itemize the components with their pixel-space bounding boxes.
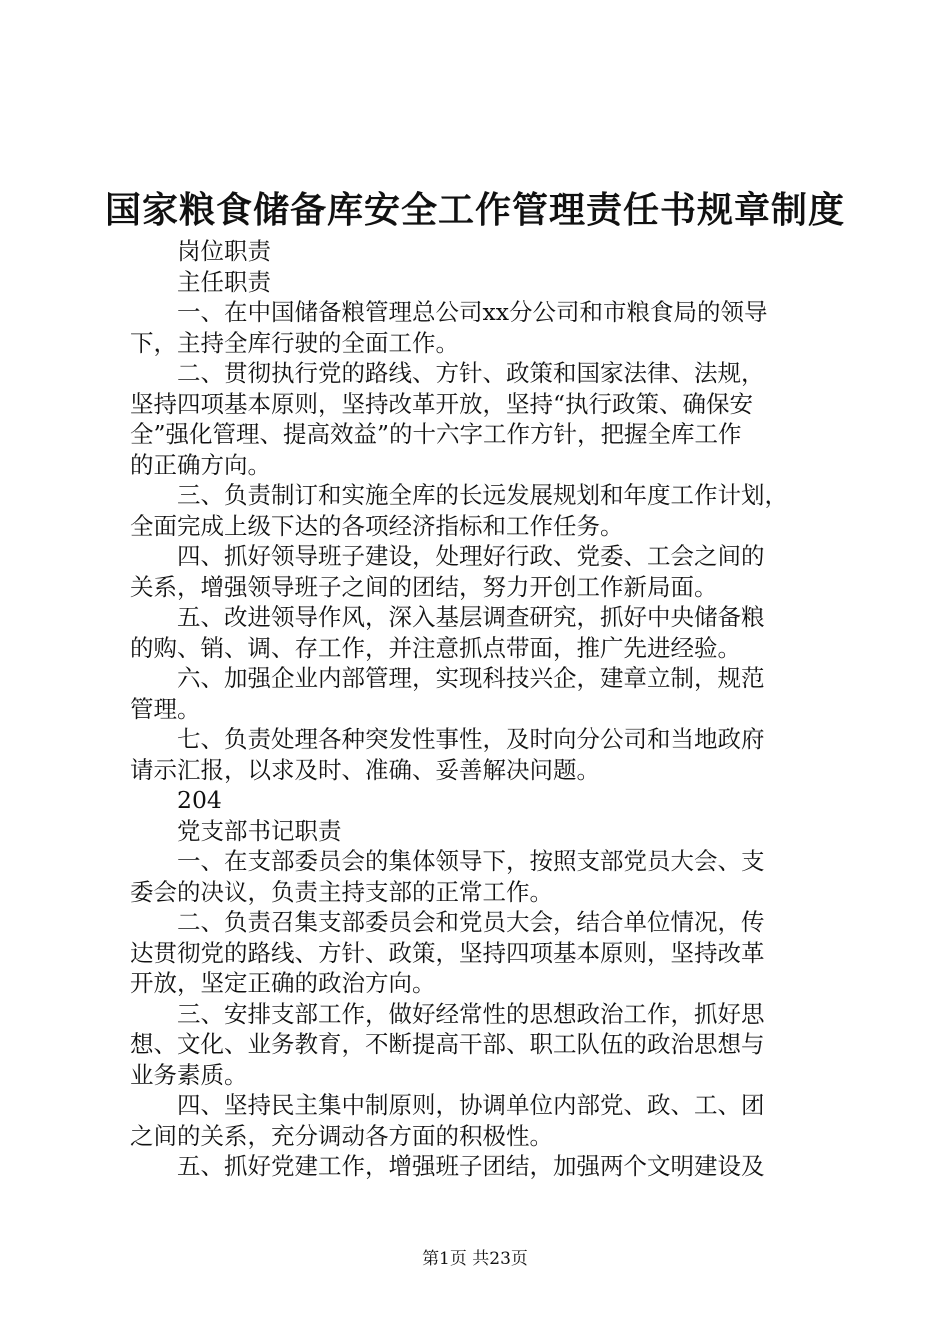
paragraph-line: 二、贯彻执行党的路线、方针、政策和国家法律、法规， [177,359,765,387]
paragraph-line: 开放，坚定正确的政治方向。 [130,969,436,997]
paragraph-line: 坚持四项基本原则，坚持改革开放，坚持“执行政策、确保安 [130,389,754,418]
paragraph-line: 二、负责召集支部委员会和党员大会，结合单位情况，传 [177,908,765,936]
paragraph-line: 业务素质。 [130,1060,248,1089]
paragraph [130,1090,830,1151]
paragraph-line: 岗位职责 [177,237,271,265]
paragraph [130,816,830,847]
paragraph-line: 全”强化管理、提高效益”的十六字工作方针，把握全库工作 [130,420,742,448]
paragraph-line: 关系，增强领导班子之间的团结，努力开创工作新局面。 [130,572,718,601]
paragraph [130,999,830,1091]
paragraph-line: 的购、销、调、存工作，并注意抓点带面，推广先进经验。 [130,633,741,662]
paragraph [130,907,830,999]
paragraph-line: 委会的决议，负责主持支部的正常工作。 [130,877,553,906]
page-footer: 第1页 共23页 [422,1249,528,1269]
paragraph-line: 主任职责 [177,267,271,296]
paragraph-line: 下，主持全库行驶的全面工作。 [130,328,459,357]
paragraph-line: 党支部书记职责 [177,816,342,845]
paragraph-line: 之间的关系，充分调动各方面的积极性。 [130,1121,553,1150]
paragraph-line: 全面完成上级下达的各项经济指标和工作任务。 [130,511,624,540]
paragraph-line: 四、抓好领导班子建设，处理好行政、党委、工会之间的 [177,542,765,570]
paragraph-line: 一、在中国储备粮管理总公司xx分公司和市粮食局的领导 [177,298,768,326]
paragraph-line: 的正确方向。 [130,450,271,479]
paragraph-line: 达贯彻党的路线、方针、政策，坚持四项基本原则，坚持改革 [130,938,765,967]
paragraph-line: 五、改进领导作风，深入基层调查研究，抓好中央储备粮 [177,603,765,631]
paragraph-line: 请示汇报，以求及时、准确、妥善解决问题。 [130,755,600,784]
paragraph [130,480,830,541]
paragraph [130,663,830,724]
paragraph [130,724,830,785]
paragraph-line: 三、安排支部工作，做好经常性的思想政治工作，抓好思 [177,999,765,1028]
paragraph-line: 204 [177,786,222,814]
paragraph [130,236,830,267]
paragraph-line: 想、文化、业务教育，不断提高干部、职工队伍的政治思想与 [130,1030,765,1058]
document-title: 国家粮食储备库安全工作管理责任书规章制度 [104,190,845,231]
paragraph-line: 六、加强企业内部管理，实现科技兴企，建章立制，规范 [177,664,765,692]
paragraph-line: 三、负责制订和实施全库的长远发展规划和年度工作计划， [177,481,788,509]
paragraph [130,602,830,663]
paragraph [130,1151,830,1182]
paragraph [130,785,830,816]
paragraph-line: 七、负责处理各种突发性事性，及时向分公司和当地政府 [177,725,765,753]
document-body [130,236,830,1182]
paragraph [130,541,830,602]
paragraph-line: 五、抓好党建工作，增强班子团结，加强两个文明建设及 [177,1152,765,1180]
paragraph-line: 一、在支部委员会的集体领导下，按照支部党员大会、支 [177,847,765,875]
paragraph-line: 四、坚持民主集中制原则，协调单位内部党、政、工、团 [177,1091,765,1119]
paragraph [130,846,830,907]
paragraph [130,267,830,298]
paragraph-line: 管理。 [130,694,201,723]
paragraph [130,297,830,358]
paragraph [130,358,830,480]
